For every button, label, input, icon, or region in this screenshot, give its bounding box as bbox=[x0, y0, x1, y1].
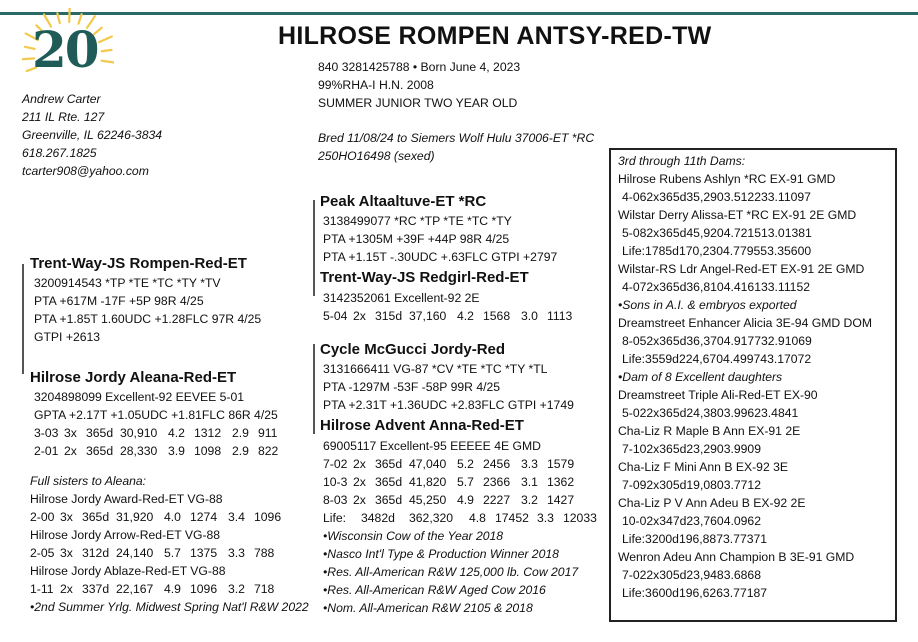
record-cell: 2x bbox=[353, 457, 366, 471]
record-cell: 315d bbox=[375, 309, 403, 323]
record-cell: 2x bbox=[646, 442, 660, 456]
paternal-grandsire-name: Peak Altaaltuve-ET *RC bbox=[320, 193, 487, 210]
record-cell: 868 bbox=[740, 568, 761, 582]
record-cell: 2x bbox=[646, 226, 660, 240]
dam-ancestor-record bbox=[618, 278, 872, 296]
record-cell: 4.9 bbox=[723, 334, 741, 348]
record-cell: 4.4 bbox=[723, 280, 741, 294]
record-cell: 7955 bbox=[739, 244, 768, 258]
dam-ancestor-note: •Sons in A.I. & embryos exported bbox=[618, 298, 797, 312]
sire-line: GTPI +2613 bbox=[34, 330, 101, 344]
sisters-section bbox=[30, 472, 309, 616]
record-cell: 1098 bbox=[194, 444, 222, 458]
dam-ancestor-record bbox=[618, 476, 872, 494]
record-cell: 365d bbox=[86, 426, 114, 440]
sire-name: Trent-Way-JS Rompen-Red-ET bbox=[30, 255, 247, 272]
paternal-grandsire-details bbox=[323, 212, 557, 266]
mgd-record bbox=[323, 473, 603, 491]
record-cell: 712 bbox=[740, 478, 761, 492]
record-cell: 2.9 bbox=[232, 426, 249, 440]
record-cell: 1381 bbox=[784, 226, 812, 240]
dam-name: Hilrose Jordy Aleana-Red-ET bbox=[30, 369, 237, 386]
record-cell: 3.1 bbox=[767, 280, 784, 294]
record-cell: 7371 bbox=[739, 532, 768, 546]
record-cell: 365d bbox=[659, 280, 687, 294]
dam-ancestor-record bbox=[618, 404, 872, 422]
record-cell: 7-02 bbox=[323, 457, 348, 471]
pgs-line: 3138499077 *RC *TP *TE *TC *TY bbox=[323, 214, 512, 228]
pedigree-bar-mgs bbox=[313, 344, 315, 434]
record-cell: 4.2 bbox=[457, 309, 474, 323]
record-cell: 5.7 bbox=[164, 546, 181, 560]
record-cell: 2.9 bbox=[767, 334, 785, 348]
record-cell: Life: bbox=[622, 352, 646, 366]
record-cell: 362,320 bbox=[409, 511, 454, 525]
record-cell: 962 bbox=[740, 514, 761, 528]
record-cell: 45,250 bbox=[409, 493, 447, 507]
record-cell: 1097 bbox=[783, 190, 811, 204]
record-cell: 1096 bbox=[190, 582, 218, 596]
record-cell: 718 bbox=[254, 582, 275, 596]
record-cell: 365d bbox=[659, 406, 687, 420]
dam-ancestor-note: •Dam of 8 Excellent daughters bbox=[618, 370, 783, 384]
animal-rha-line: 99%RHA-I H.N. 2008 bbox=[318, 78, 434, 92]
mgd-note: •Res. All-American R&W Aged Cow 2016 bbox=[323, 583, 546, 597]
record-cell: 365d bbox=[86, 444, 114, 458]
mgd-note: •Nasco Int'l Type & Production Winner 2018 bbox=[323, 547, 559, 561]
record-cell: 3.7 bbox=[723, 532, 740, 546]
record-cell: 24,140 bbox=[116, 546, 154, 560]
record-cell: 822 bbox=[258, 444, 279, 458]
record-cell: Life: bbox=[622, 532, 646, 546]
dam-ancestor-record bbox=[618, 332, 872, 350]
record-cell: 3.1 bbox=[521, 475, 538, 489]
dam-ancestor-record bbox=[618, 188, 872, 206]
record-cell: 1375 bbox=[190, 546, 218, 560]
maternal-grandsire-details bbox=[323, 360, 574, 414]
sisters-note: •2nd Summer Yrlg. Midwest Spring Nat'l R&W 2022 bbox=[30, 600, 309, 614]
record-cell: 1362 bbox=[547, 475, 575, 489]
mgd-record bbox=[323, 491, 603, 509]
animal-id-line: 840 3281425788 • Born June 4, 2023 bbox=[318, 60, 521, 74]
mgd-line: 69005117 Excellent-95 EEEEE 4E GMD bbox=[323, 439, 541, 453]
record-cell: 365d bbox=[375, 475, 403, 489]
sire-line: PTA +1.85T 1.60UDC +1.28FLC 97R 4/25 bbox=[34, 312, 262, 326]
record-cell: Life: bbox=[622, 244, 646, 258]
record-cell: 1069 bbox=[784, 334, 812, 348]
dam-ancestor-record bbox=[618, 512, 872, 530]
dams-heading: 3rd through 11th Dams: bbox=[618, 154, 746, 168]
pgd-record bbox=[323, 307, 583, 325]
paternal-granddam-name: Trent-Way-JS Redgirl-Red-ET bbox=[320, 269, 529, 286]
dam-ancestor-name: Hilrose Rubens Ashlyn *RC EX-91 GMD bbox=[618, 172, 836, 186]
record-cell: 2x bbox=[353, 493, 366, 507]
record-cell: 7187 bbox=[739, 586, 768, 600]
pgs-line: PTA +1305M +39F +44P 98R 4/25 bbox=[323, 232, 510, 246]
dam-details bbox=[34, 388, 294, 460]
dams-list bbox=[618, 152, 872, 602]
record-cell: 224,670 bbox=[678, 352, 723, 366]
sexed-line: 250HO16498 (sexed) bbox=[318, 149, 435, 163]
record-cell: 365d bbox=[659, 226, 687, 240]
record-cell: 3600d bbox=[645, 586, 679, 600]
record-cell: 3.7 bbox=[723, 478, 741, 492]
mgd-life bbox=[323, 509, 603, 527]
record-cell: 2-05 bbox=[30, 546, 55, 560]
record-cell: 312d bbox=[82, 546, 110, 560]
dam-line: 3204898099 Excellent-92 EEVEE 5-01 bbox=[34, 390, 245, 404]
record-cell: 2x bbox=[646, 514, 660, 528]
record-cell: 305d bbox=[659, 478, 687, 492]
dam-ancestor-life bbox=[618, 242, 872, 260]
record-cell: 9974 bbox=[739, 352, 768, 366]
record-cell: 788 bbox=[254, 546, 275, 560]
consignor-name: Andrew Carter bbox=[22, 92, 101, 106]
dam-line: GPTA +2.17T +1.05UDC +1.81FLC 86R 4/25 bbox=[34, 408, 278, 422]
record-cell: 2x bbox=[646, 190, 660, 204]
sire-line: 3200914543 *TP *TE *TC *TY *TV bbox=[34, 276, 221, 290]
record-cell: Life: bbox=[622, 586, 646, 600]
record-cell: 196,626 bbox=[678, 586, 723, 600]
record-cell: 17452 bbox=[495, 511, 529, 525]
record-cell: 2x bbox=[64, 444, 77, 458]
record-cell: 3.4 bbox=[760, 406, 778, 420]
mgd-note: •Nom. All-American R&W 2105 & 2018 bbox=[323, 601, 533, 615]
record-cell: 365d bbox=[375, 457, 403, 471]
mgs-line: PTA -1297M -53F -58P 99R 4/25 bbox=[323, 380, 501, 394]
record-cell: 1-11 bbox=[30, 582, 54, 596]
record-cell: 2x bbox=[646, 334, 660, 348]
dam-ancestor-name: Cha-Liz F Mini Ann B EX-92 3E bbox=[618, 460, 789, 474]
maternal-granddam-details bbox=[323, 437, 603, 617]
record-cell: 10-3 bbox=[323, 475, 348, 489]
record-cell: 5.2 bbox=[457, 457, 474, 471]
record-cell: 28,330 bbox=[120, 444, 158, 458]
record-cell: 3.3 bbox=[767, 244, 785, 258]
pedigree-bar-sire bbox=[22, 264, 24, 374]
record-cell: 1579 bbox=[547, 457, 575, 471]
lot-number: 20 bbox=[32, 20, 98, 79]
dam-ancestor-name: Cha-Liz R Maple B Ann EX-91 2E bbox=[618, 424, 801, 438]
record-cell: 36,370 bbox=[686, 334, 724, 348]
sister-record bbox=[30, 580, 309, 598]
record-cell: 2x bbox=[646, 568, 660, 582]
record-cell: 10-0 bbox=[622, 514, 647, 528]
record-cell: 35,290 bbox=[686, 190, 724, 204]
record-cell: 3482d bbox=[361, 511, 395, 525]
record-cell: 1113 bbox=[547, 309, 573, 323]
record-cell: 2.9 bbox=[232, 444, 249, 458]
mgd-record bbox=[323, 455, 603, 473]
paternal-granddam-details bbox=[323, 289, 583, 325]
record-cell: 365d bbox=[659, 190, 687, 204]
record-cell: 3559d bbox=[645, 352, 679, 366]
dam-record bbox=[34, 424, 294, 442]
record-cell: 2x bbox=[353, 475, 366, 489]
record-cell: 1312 bbox=[194, 426, 222, 440]
record-cell: 3.0 bbox=[521, 309, 538, 323]
record-cell: 7-02 bbox=[622, 568, 647, 582]
sister-record bbox=[30, 544, 309, 562]
record-cell: 4.8 bbox=[469, 511, 486, 525]
record-cell: 911 bbox=[258, 426, 278, 440]
dam-ancestor-life bbox=[618, 530, 872, 548]
record-cell: 2x bbox=[646, 478, 660, 492]
record-cell: 4.9 bbox=[164, 582, 181, 596]
dam-record bbox=[34, 442, 294, 460]
record-cell: 4.0 bbox=[723, 514, 741, 528]
record-cell: 2x bbox=[353, 309, 366, 323]
record-cell: 45,920 bbox=[686, 226, 724, 240]
dam-ancestor-record bbox=[618, 224, 872, 242]
record-cell: 1096 bbox=[254, 510, 282, 524]
record-cell: 5600 bbox=[784, 244, 812, 258]
record-cell: 47,040 bbox=[409, 457, 447, 471]
record-cell: 1785d bbox=[645, 244, 679, 258]
record-cell: 2227 bbox=[483, 493, 511, 507]
record-cell: 5.7 bbox=[457, 475, 474, 489]
dam-ancestor-record bbox=[618, 566, 872, 584]
record-cell: 962 bbox=[740, 406, 761, 420]
dam-ancestor-name: Wilstar-RS Ldr Angel-Red-ET EX-91 2E GMD bbox=[618, 262, 865, 276]
record-cell: 24,380 bbox=[686, 406, 724, 420]
record-cell: 3.5 bbox=[723, 190, 741, 204]
dam-ancestor-name: Wilstar Derry Alissa-ET *RC EX-91 2E GMD bbox=[618, 208, 857, 222]
record-cell: 3x bbox=[64, 426, 77, 440]
sister-name: Hilrose Jordy Award-Red-ET VG-88 bbox=[30, 492, 223, 506]
record-cell: 3.7 bbox=[723, 586, 740, 600]
record-cell: 337d bbox=[82, 582, 110, 596]
record-cell: 4-06 bbox=[622, 190, 647, 204]
record-cell: 2x bbox=[646, 406, 660, 420]
record-cell: 23,290 bbox=[686, 442, 724, 456]
record-cell: 3.2 bbox=[228, 582, 245, 596]
record-cell: 4.0 bbox=[164, 510, 181, 524]
record-cell: 3x bbox=[60, 510, 73, 524]
record-cell: 3x bbox=[60, 546, 73, 560]
record-cell: 3.9 bbox=[168, 444, 185, 458]
record-cell: 7-10 bbox=[622, 442, 647, 456]
consignor-address2: Greenville, IL 62246-3834 bbox=[22, 128, 163, 142]
dam-ancestor-life bbox=[618, 350, 872, 368]
record-cell: 8-05 bbox=[622, 334, 647, 348]
record-cell: 3.2 bbox=[521, 493, 538, 507]
record-cell: 3.0 bbox=[767, 226, 785, 240]
dam-ancestor-name: Cha-Liz P V Ann Adeu B EX-92 2E bbox=[618, 496, 806, 510]
top-rule bbox=[0, 12, 918, 15]
pedigree-bar-pgs bbox=[313, 200, 315, 296]
record-cell: 347d bbox=[659, 514, 687, 528]
sister-record bbox=[30, 508, 309, 526]
record-cell: 4.4 bbox=[723, 352, 740, 366]
record-cell: 196,887 bbox=[678, 532, 723, 546]
record-cell: 5-08 bbox=[622, 226, 647, 240]
record-cell: 2456 bbox=[483, 457, 511, 471]
record-cell: 2-01 bbox=[34, 444, 59, 458]
mgs-line: PTA +2.31T +1.36UDC +2.83FLC GTPI +1749 bbox=[323, 398, 574, 412]
record-cell: 3.6 bbox=[723, 568, 741, 582]
record-cell: 4.7 bbox=[723, 226, 741, 240]
mgd-note: •Wisconsin Cow of the Year 2018 bbox=[323, 529, 504, 543]
record-cell: 2x bbox=[646, 280, 660, 294]
record-cell: 22,167 bbox=[116, 582, 154, 596]
record-cell: 3.9 bbox=[723, 406, 741, 420]
record-cell: 365d bbox=[82, 510, 110, 524]
record-cell: 19,080 bbox=[686, 478, 724, 492]
record-cell: 3-03 bbox=[34, 426, 59, 440]
dam-ancestor-name: Dreamstreet Triple Ali-Red-ET EX-90 bbox=[618, 388, 818, 402]
record-cell: 3200d bbox=[645, 532, 679, 546]
record-cell: 3.9 bbox=[723, 442, 741, 456]
sire-details bbox=[34, 274, 261, 346]
pgd-line: 3142352061 Excellent-92 2E bbox=[323, 291, 480, 305]
record-cell: 2-00 bbox=[30, 510, 55, 524]
record-cell: 4.2 bbox=[168, 426, 185, 440]
consignor-phone: 618.267.1825 bbox=[22, 146, 97, 160]
record-cell: 5-02 bbox=[622, 406, 647, 420]
record-cell: 3.1 bbox=[767, 352, 785, 366]
record-cell: 3.3 bbox=[228, 546, 245, 560]
record-cell: 1152 bbox=[783, 280, 811, 294]
record-cell: 7072 bbox=[784, 352, 812, 366]
consignor-email: tcarter908@yahoo.com bbox=[22, 164, 149, 178]
record-cell: 4.7 bbox=[723, 244, 740, 258]
record-cell: 909 bbox=[740, 442, 761, 456]
dam-ancestor-life bbox=[618, 584, 872, 602]
record-cell: 3.3 bbox=[537, 511, 554, 525]
maternal-grandsire-name: Cycle McGucci Jordy-Red bbox=[320, 341, 506, 358]
record-cell: 3.4 bbox=[228, 510, 245, 524]
bred-line: Bred 11/08/24 to Siemers Wolf Hulu 37006-ET *RC bbox=[318, 131, 595, 145]
record-cell: 3.1 bbox=[767, 190, 784, 204]
record-cell: 23,760 bbox=[686, 514, 724, 528]
record-cell: 4-07 bbox=[622, 280, 647, 294]
record-cell: 5-04 bbox=[323, 309, 348, 323]
dam-ancestor-record bbox=[618, 440, 872, 458]
record-cell: 2366 bbox=[483, 475, 511, 489]
record-cell: 365d bbox=[659, 334, 687, 348]
record-cell: 1223 bbox=[740, 190, 768, 204]
record-cell: Life: bbox=[323, 511, 347, 525]
record-cell: 1568 bbox=[483, 309, 511, 323]
record-cell: 31,920 bbox=[116, 510, 154, 524]
mgd-note: •Res. All-American R&W 125,000 lb. Cow 2017 bbox=[323, 565, 579, 579]
record-cell: 365d bbox=[659, 442, 687, 456]
record-cell: 37,160 bbox=[409, 309, 447, 323]
record-cell: 4.9 bbox=[457, 493, 474, 507]
sire-line: PTA +617M -17F +5P 98R 4/25 bbox=[34, 294, 204, 308]
record-cell: 2x bbox=[60, 582, 73, 596]
dam-ancestor-name: Dreamstreet Enhancer Alicia 3E-94 GMD DOM bbox=[618, 316, 872, 330]
animal-class-line: SUMMER JUNIOR TWO YEAR OLD bbox=[318, 96, 518, 110]
record-cell: 305d bbox=[659, 568, 687, 582]
record-cell: 12033 bbox=[563, 511, 597, 525]
maternal-granddam-name: Hilrose Advent Anna-Red-ET bbox=[320, 417, 524, 434]
page-title: HILROSE ROMPEN ANTSY-RED-TW bbox=[278, 22, 712, 50]
dam-ancestor-name: Wenron Adeu Ann Champion B 3E-91 GMD bbox=[618, 550, 855, 564]
record-cell: 23,948 bbox=[686, 568, 724, 582]
record-cell: 3.3 bbox=[521, 457, 538, 471]
record-cell: 41,820 bbox=[409, 475, 447, 489]
record-cell: 36,810 bbox=[686, 280, 724, 294]
record-cell: 1613 bbox=[740, 280, 768, 294]
consignor-address1: 211 IL Rte. 127 bbox=[22, 110, 105, 124]
pgs-line: PTA +1.15T -.30UDC +.63FLC GTPI +2797 bbox=[323, 250, 558, 264]
record-cell: 1427 bbox=[547, 493, 575, 507]
mgs-line: 3131666411 VG-87 *CV *TE *TC *TY *TL bbox=[323, 362, 548, 376]
record-cell: 170,230 bbox=[678, 244, 723, 258]
record-cell: 365d bbox=[375, 493, 403, 507]
record-cell: 8-03 bbox=[323, 493, 348, 507]
sister-name: Hilrose Jordy Ablaze-Red-ET VG-88 bbox=[30, 564, 226, 578]
record-cell: 30,910 bbox=[120, 426, 158, 440]
sister-name: Hilrose Jordy Arrow-Red-ET VG-88 bbox=[30, 528, 221, 542]
record-cell: 1773 bbox=[740, 334, 768, 348]
record-cell: 2151 bbox=[740, 226, 768, 240]
record-cell: 7-09 bbox=[622, 478, 647, 492]
sisters-heading: Full sisters to Aleana: bbox=[30, 474, 147, 488]
record-cell: 1274 bbox=[190, 510, 218, 524]
record-cell: 841 bbox=[777, 406, 799, 420]
